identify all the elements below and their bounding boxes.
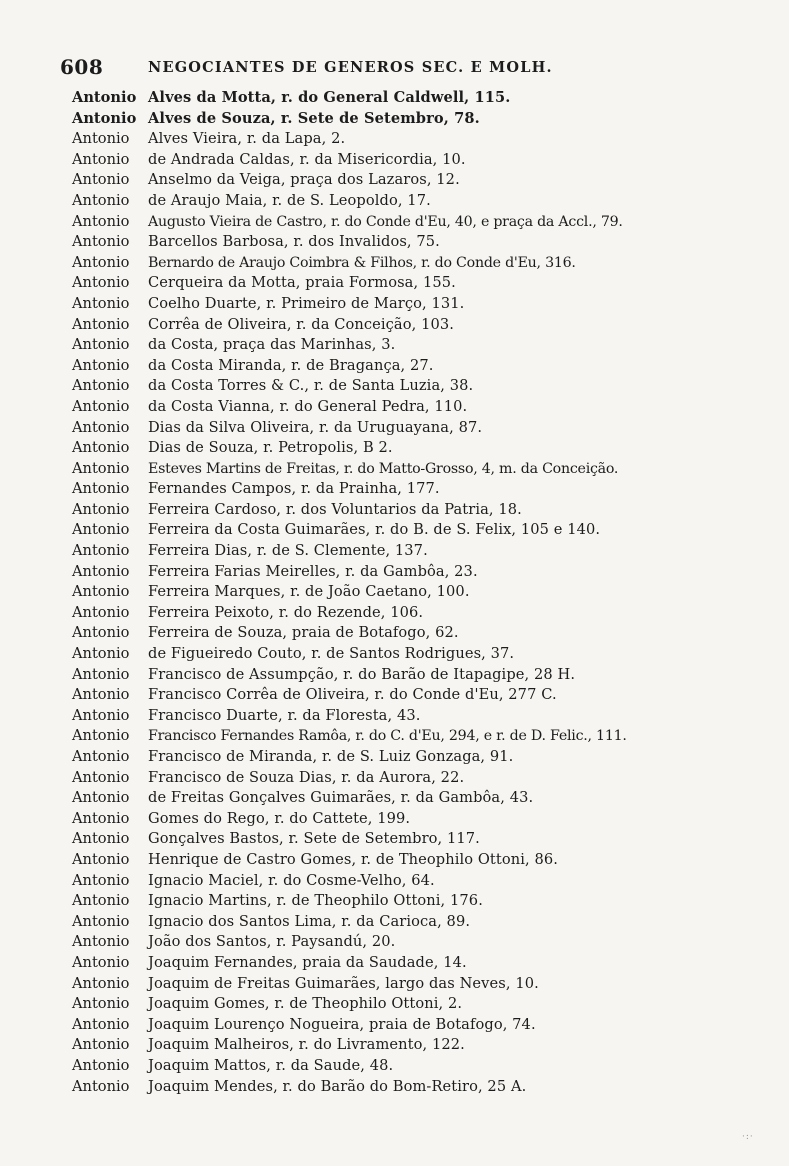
list-item	[72, 479, 762, 500]
list-item	[72, 768, 762, 789]
given-name: Antonio	[72, 356, 130, 374]
entry-details: Joaquim Lourenço Nogueira, praia de Botafogo, 74.	[148, 1015, 536, 1033]
given-name: Antonio	[72, 418, 130, 436]
list-item	[72, 871, 762, 892]
page-header	[60, 55, 740, 81]
given-name: Antonio	[72, 253, 130, 271]
list-item	[72, 1056, 762, 1077]
entry-details: da Costa Torres & C., r. de Santa Luzia, 38.	[148, 377, 474, 395]
entry-details: da Costa Miranda, r. de Bragança, 27.	[148, 356, 434, 374]
list-item	[72, 603, 762, 624]
given-name: Antonio	[72, 871, 130, 889]
entry-details: da Costa, praça das Marinhas, 3.	[148, 336, 396, 354]
page-number: 608	[60, 55, 104, 79]
entry-details: Henrique de Castro Gomes, r. de Theophilo Ottoni, 86.	[148, 850, 559, 868]
entry-details: João dos Santos, r. Paysandú, 20.	[148, 933, 396, 951]
entry-details: Joaquim Fernandes, praia da Saudade, 14.	[148, 953, 467, 971]
list-item	[72, 582, 762, 603]
entry-details: de Figueiredo Couto, r. de Santos Rodrigues, 37.	[148, 645, 515, 663]
list-item	[72, 315, 762, 336]
entry-details: Ferreira Dias, r. de S. Clemente, 137.	[148, 542, 428, 560]
entry-details: Corrêa de Oliveira, r. da Conceição, 103.	[148, 315, 454, 333]
entry-details: Francisco de Miranda, r. de S. Luiz Gonzaga, 91.	[148, 748, 514, 765]
list-item	[72, 418, 762, 439]
given-name: Antonio	[72, 624, 130, 642]
entry-details: da Costa Vianna, r. do General Pedra, 110.	[148, 397, 468, 415]
list-item	[72, 974, 762, 995]
given-name: Antonio	[72, 768, 130, 786]
given-name: Antonio	[72, 191, 130, 209]
given-name: Antonio	[72, 748, 130, 765]
entry-details: de Araujo Maia, r. de S. Leopoldo, 17.	[148, 191, 431, 209]
list-item	[72, 129, 762, 150]
given-name: Antonio	[72, 459, 130, 477]
list-item	[72, 891, 762, 912]
list-item	[72, 170, 762, 191]
list-item	[72, 788, 762, 809]
entry-details: Gonçalves Bastos, r. Sete de Setembro, 117.	[148, 830, 480, 848]
list-item	[72, 809, 762, 830]
entry-details: Francisco Duarte, r. da Floresta, 43.	[148, 706, 421, 724]
given-name: Antonio	[72, 562, 130, 580]
list-item	[72, 109, 762, 130]
entry-details: Joaquim Malheiros, r. do Livramento, 122.	[148, 1036, 465, 1054]
entry-details: Dias de Souza, r. Petropolis, B 2.	[148, 439, 393, 457]
list-item	[72, 1015, 762, 1036]
given-name: Antonio	[72, 439, 130, 457]
list-item	[72, 376, 762, 397]
list-item	[72, 644, 762, 665]
list-item	[72, 253, 762, 274]
given-name: Antonio	[72, 294, 130, 312]
list-item	[72, 232, 762, 253]
entry-details: Ignacio Martins, r. de Theophilo Ottoni, 176.	[148, 892, 483, 910]
list-item	[72, 273, 762, 294]
given-name: Antonio	[72, 850, 130, 868]
given-name: Antonio	[72, 315, 130, 333]
given-name: Antonio	[72, 1036, 130, 1054]
entry-details: Francisco de Assumpção, r. do Barão de Itapagipe, 28 H.	[148, 665, 576, 683]
given-name: Antonio	[72, 212, 130, 230]
given-name: Antonio	[72, 727, 130, 745]
list-item	[72, 459, 762, 480]
entry-details: Cerqueira da Motta, praia Formosa, 155.	[148, 274, 456, 292]
list-item	[72, 912, 762, 933]
entry-details: Fernandes Campos, r. da Prainha, 177.	[148, 480, 440, 498]
list-item	[72, 850, 762, 871]
list-item	[72, 520, 762, 541]
list-item	[72, 1077, 762, 1098]
entry-details: de Freitas Gonçalves Guimarães, r. da Gambôa, 43.	[148, 789, 534, 807]
given-name: Antonio	[72, 706, 130, 724]
list-item	[72, 665, 762, 686]
given-name: Antonio	[72, 933, 130, 951]
entry-details: Francisco de Souza Dias, r. da Aurora, 22.	[148, 768, 465, 786]
entry-details: Joaquim de Freitas Guimarães, largo das Neves, 10.	[148, 974, 539, 992]
list-item	[72, 747, 762, 768]
given-name: Antonio	[72, 274, 130, 292]
given-name: Antonio	[72, 809, 130, 827]
list-item	[72, 438, 762, 459]
given-name: Antonio	[72, 953, 130, 971]
list-item	[72, 994, 762, 1015]
given-name: Antonio	[72, 500, 130, 518]
given-name: Antonio	[72, 480, 130, 498]
entry-details: Coelho Duarte, r. Primeiro de Março, 131.	[148, 294, 465, 312]
given-name: Antonio	[72, 974, 130, 992]
list-item	[72, 726, 762, 747]
given-name: Antonio	[72, 397, 130, 415]
entry-details: Ferreira de Souza, praia de Botafogo, 62.	[148, 624, 459, 642]
given-name: Antonio	[72, 1056, 130, 1074]
given-name: Antonio	[72, 109, 137, 127]
given-name: Antonio	[72, 645, 130, 663]
given-name: Antonio	[72, 542, 130, 560]
entry-details: Ferreira Peixoto, r. do Rezende, 106.	[148, 603, 424, 621]
given-name: Antonio	[72, 130, 130, 148]
entry-details: Ferreira Cardoso, r. dos Voluntarios da Patria, 18.	[148, 500, 522, 518]
list-item	[72, 88, 762, 109]
list-item	[72, 932, 762, 953]
list-item	[72, 685, 762, 706]
entry-details: Ferreira Marques, r. de João Caetano, 100.	[148, 583, 470, 601]
list-item	[72, 829, 762, 850]
given-name: Antonio	[72, 377, 130, 395]
entry-details: Ferreira da Costa Guimarães, r. do B. de S. Felix, 105 e 140.	[148, 521, 601, 539]
given-name: Antonio	[72, 150, 130, 168]
entry-details: Joaquim Mendes, r. do Barão do Bom-Retiro, 25 A.	[148, 1077, 527, 1095]
list-item	[72, 541, 762, 562]
list-item	[72, 953, 762, 974]
entry-details: Alves Vieira, r. da Lapa, 2.	[148, 130, 346, 148]
list-item	[72, 623, 762, 644]
running-title: NEGOCIANTES DE GENEROS SEC. E MOLH.	[148, 59, 553, 76]
entry-details: Dias da Silva Oliveira, r. da Uruguayana, 87.	[148, 418, 483, 436]
entry-details: Alves de Souza, r. Sete de Setembro, 78.	[148, 109, 480, 127]
entry-details: Joaquim Gomes, r. de Theophilo Ottoni, 2.	[148, 995, 463, 1013]
list-item	[72, 1035, 762, 1056]
list-item	[72, 191, 762, 212]
entry-details: Ferreira Farias Meirelles, r. da Gambôa, 23.	[148, 562, 478, 580]
given-name: Antonio	[72, 892, 130, 910]
list-item	[72, 212, 762, 233]
scan-smudge: ·:·	[742, 1132, 754, 1142]
list-item	[72, 356, 762, 377]
entry-details: Francisco Corrêa de Oliveira, r. do Conde d'Eu, 277 C.	[148, 686, 557, 704]
entry-details: Ignacio Maciel, r. do Cosme-Velho, 64.	[148, 871, 435, 889]
given-name: Antonio	[72, 583, 130, 601]
entry-details: Francisco Fernandes Ramôa, r. do C. d'Eu, 294, e r. de D. Felic., 111.	[148, 728, 627, 745]
given-name: Antonio	[72, 233, 130, 251]
given-name: Antonio	[72, 336, 130, 354]
list-item	[72, 500, 762, 521]
entry-details: de Andrada Caldas, r. da Misericordia, 10.	[148, 150, 466, 168]
given-name: Antonio	[72, 171, 130, 189]
given-name: Antonio	[72, 995, 130, 1013]
entry-details: Barcellos Barbosa, r. dos Invalidos, 75.	[148, 233, 440, 251]
given-name: Antonio	[72, 789, 130, 807]
list-item	[72, 562, 762, 583]
list-item	[72, 150, 762, 171]
entry-details: Alves da Motta, r. do General Caldwell, 115.	[148, 89, 511, 106]
given-name: Antonio	[72, 521, 130, 539]
entry-details: Gomes do Rego, r. do Cattete, 199.	[148, 809, 411, 827]
given-name: Antonio	[72, 665, 130, 683]
given-name: Antonio	[72, 89, 137, 106]
given-name: Antonio	[72, 912, 130, 930]
given-name: Antonio	[72, 603, 130, 621]
list-item	[72, 706, 762, 727]
given-name: Antonio	[72, 830, 130, 848]
list-item	[72, 335, 762, 356]
entry-details: Joaquim Mattos, r. da Saude, 48.	[148, 1056, 394, 1074]
entry-details: Augusto Vieira de Castro, r. do Conde d'Eu, 40, e praça da Accl., 79.	[148, 213, 623, 230]
list-item	[72, 294, 762, 315]
merchant-list	[72, 88, 762, 1097]
given-name: Antonio	[72, 1077, 130, 1095]
given-name: Antonio	[72, 686, 130, 704]
entry-details: Esteves Martins de Freitas, r. do Matto-Grosso, 4, m. da Conceição.	[148, 460, 619, 477]
entry-details: Ignacio dos Santos Lima, r. da Carioca, 89.	[148, 912, 471, 930]
list-item	[72, 397, 762, 418]
given-name: Antonio	[72, 1015, 130, 1033]
entry-details: Anselmo da Veiga, praça dos Lazaros, 12.	[148, 171, 460, 189]
entry-details: Bernardo de Araujo Coimbra & Filhos, r. do Conde d'Eu, 316.	[148, 254, 576, 271]
